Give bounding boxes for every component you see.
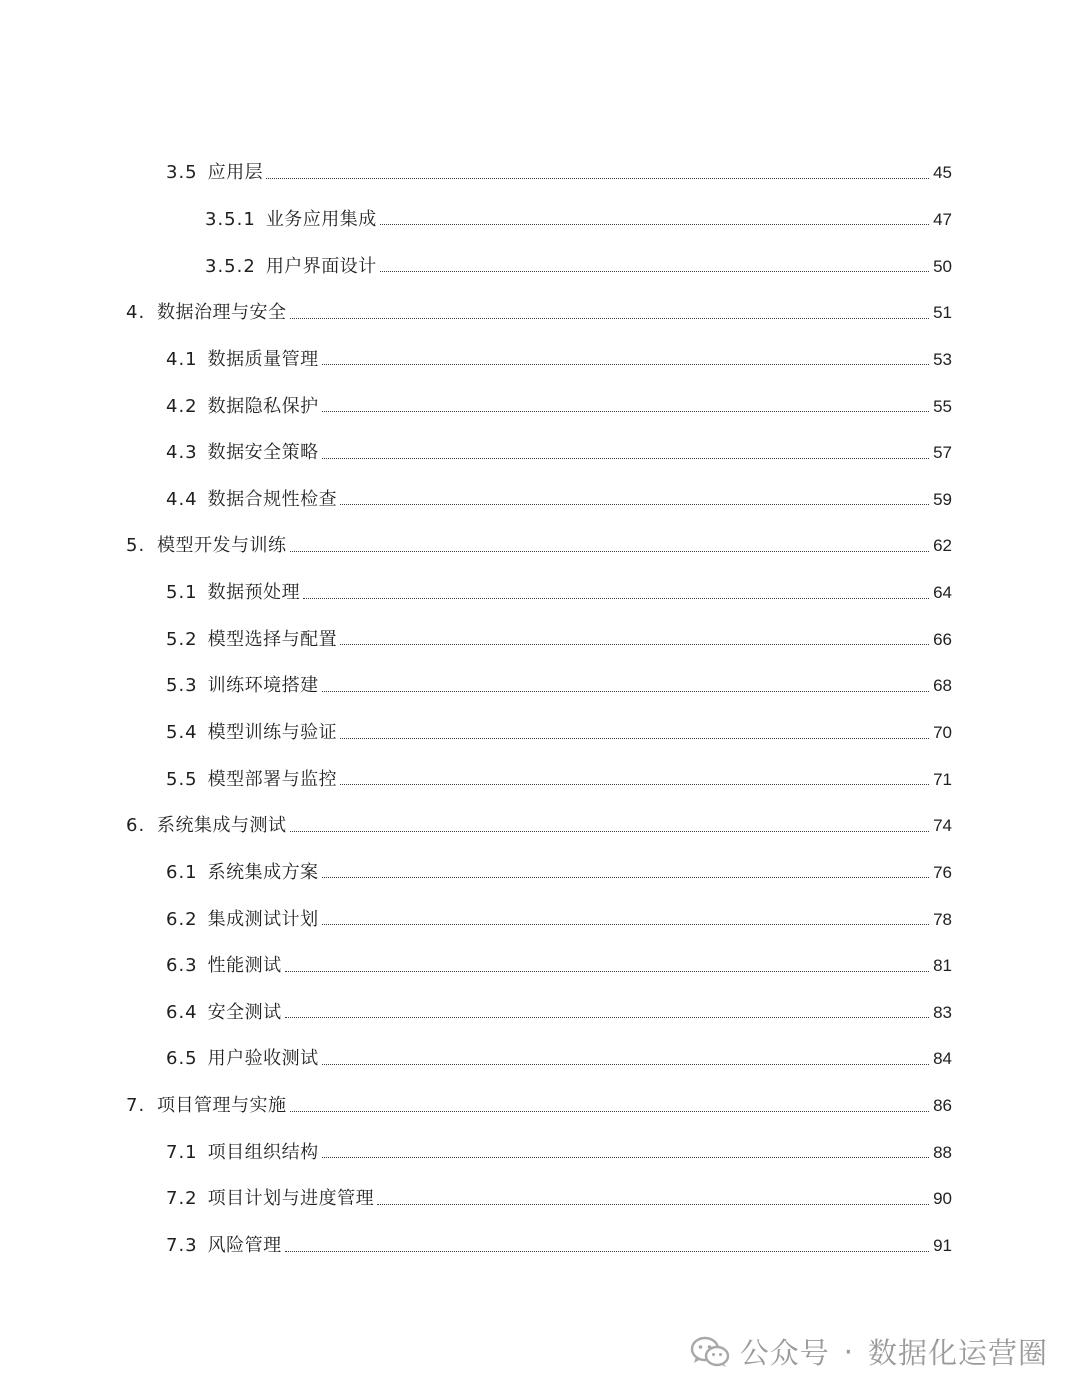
toc-entry-title: 模型选择与配置: [207, 628, 338, 650]
watermark: [690, 1331, 1048, 1372]
toc-entry-number: 6.3: [166, 955, 198, 977]
toc-dot-leader: [380, 224, 929, 225]
toc-entry-page: 57: [933, 443, 952, 463]
watermark-account: 数据化运营圈: [867, 1336, 1048, 1370]
toc-entry-title: 性能测试: [207, 955, 282, 977]
toc-dot-leader: [340, 738, 929, 739]
toc-entry-number: 5.: [126, 535, 146, 557]
toc-entry-number: 7.3: [166, 1235, 198, 1257]
toc-entry-number: 7.: [126, 1095, 146, 1117]
toc-entry-number: 4.4: [166, 488, 198, 510]
toc-entry: [0, 1129, 1080, 1176]
toc-entry: [0, 1176, 1080, 1223]
toc-entry-page: 86: [933, 1096, 952, 1116]
toc-dot-leader: [266, 178, 929, 179]
table-of-contents: [0, 150, 1080, 1269]
toc-entry-title: 数据预处理: [207, 582, 301, 604]
toc-entry-number: 7.2: [166, 1188, 198, 1210]
toc-entry-page: 88: [933, 1142, 952, 1162]
toc-entry-page: 66: [933, 629, 952, 649]
toc-dot-leader: [322, 877, 929, 878]
toc-entry-number: 7.1: [166, 1141, 198, 1163]
toc-dot-leader: [303, 598, 929, 599]
toc-entry-page: 62: [933, 536, 952, 556]
toc-entry-page: 74: [933, 816, 952, 836]
toc-entry-page: 59: [933, 489, 952, 509]
toc-entry-page: 53: [933, 349, 952, 369]
toc-dot-leader: [340, 504, 929, 505]
toc-entry: [0, 197, 1080, 244]
toc-entry-title: 数据安全策略: [207, 442, 319, 464]
toc-entry-title: 模型开发与训练: [157, 535, 287, 557]
toc-entry-page: 81: [933, 956, 952, 976]
toc-entry-page: 47: [933, 209, 952, 229]
toc-entry-title: 模型训练与验证: [207, 722, 338, 743]
toc-entry-title: 系统集成方案: [207, 861, 319, 883]
toc-entry-page: 50: [933, 256, 952, 276]
toc-entry-title: 风险管理: [207, 1235, 282, 1257]
toc-entry-page: 64: [933, 583, 952, 603]
toc-entry: [0, 243, 1080, 290]
toc-dot-leader: [285, 1017, 929, 1018]
toc-entry-page: 68: [933, 676, 952, 696]
toc-entry-number: 4.: [126, 302, 146, 324]
toc-entry-title: 项目管理与实施: [157, 1095, 287, 1117]
wechat-icon: [690, 1336, 730, 1368]
toc-dot-leader: [377, 1204, 929, 1205]
toc-entry-page: 83: [933, 1002, 952, 1022]
toc-entry-page: 70: [933, 723, 952, 742]
toc-entry-page: 71: [933, 769, 952, 789]
toc-entry: [0, 663, 1080, 710]
toc-entry: [0, 383, 1080, 430]
toc-entry: [0, 523, 1080, 570]
toc-entry-title: 集成测试计划: [207, 908, 319, 930]
toc-dot-leader: [290, 831, 930, 832]
toc-entry-title: 训练环境搭建: [207, 675, 319, 697]
toc-dot-leader: [285, 1251, 929, 1252]
toc-dot-leader: [290, 1111, 930, 1112]
toc-dot-leader: [322, 1064, 929, 1065]
toc-entry-number: 6.: [126, 815, 146, 837]
toc-entry-number: 4.1: [166, 348, 198, 370]
toc-entry-title: 项目计划与进度管理: [207, 1188, 375, 1210]
toc-entry-title: 数据隐私保护: [207, 395, 319, 417]
toc-entry: [0, 710, 1080, 757]
toc-entry-page: 78: [933, 909, 952, 929]
toc-entry-title: 数据治理与安全: [157, 302, 287, 324]
toc-dot-leader: [380, 271, 929, 272]
toc-entry: [0, 290, 1080, 337]
toc-entry-page: 91: [933, 1236, 952, 1256]
toc-dot-leader: [322, 411, 929, 412]
toc-entry-page: 51: [933, 303, 952, 323]
toc-dot-leader: [322, 691, 929, 692]
watermark-prefix: 公众号: [739, 1336, 830, 1370]
toc-dot-leader: [290, 551, 930, 552]
toc-entry-number: 5.1: [166, 582, 198, 604]
toc-entry-number: 3.5: [166, 162, 198, 184]
toc-entry-number: 6.1: [166, 861, 198, 883]
toc-entry-page: 45: [933, 163, 952, 183]
toc-entry: [0, 990, 1080, 1037]
toc-entry-page: 84: [933, 1049, 952, 1069]
toc-entry-number: 3.5.1: [205, 208, 256, 230]
toc-entry-number: 5.2: [166, 628, 198, 650]
toc-entry-title: 应用层: [207, 162, 264, 184]
toc-entry: [0, 1083, 1080, 1130]
toc-entry: [0, 1036, 1080, 1083]
toc-entry-title: 数据质量管理: [207, 348, 319, 370]
toc-entry: [0, 896, 1080, 943]
toc-dot-leader: [340, 784, 929, 785]
toc-entry: [0, 150, 1080, 197]
toc-entry-title: 安全测试: [207, 1001, 282, 1023]
toc-entry-title: 项目组织结构: [207, 1141, 319, 1163]
toc-entry: [0, 803, 1080, 850]
toc-entry-number: 4.3: [166, 442, 198, 464]
toc-entry-number: 3.5.2: [205, 255, 256, 277]
toc-entry: [0, 850, 1080, 897]
toc-entry-page: 90: [933, 1189, 952, 1209]
toc-dot-leader: [340, 644, 929, 645]
toc-entry-title: 业务应用集成: [265, 208, 377, 230]
toc-entry-page: 76: [933, 862, 952, 882]
toc-entry-title: 系统集成与测试: [157, 815, 287, 837]
watermark-separator: ·: [843, 1334, 854, 1369]
toc-entry: [0, 430, 1080, 477]
toc-entry-title: 用户界面设计: [265, 255, 377, 277]
toc-entry: [0, 756, 1080, 803]
toc-entry-number: 5.4: [166, 722, 198, 743]
toc-entry-title: 模型部署与监控: [207, 768, 338, 790]
toc-entry-number: 4.2: [166, 395, 198, 417]
toc-entry-number: 5.5: [166, 768, 198, 790]
toc-entry-title: 数据合规性检查: [207, 488, 338, 510]
toc-entry-number: 6.2: [166, 908, 198, 930]
toc-entry-page: 55: [933, 396, 952, 416]
toc-dot-leader: [322, 924, 929, 925]
toc-entry-number: 6.5: [166, 1048, 198, 1070]
toc-dot-leader: [285, 971, 929, 972]
toc-entry: [0, 476, 1080, 523]
toc-entry: [0, 570, 1080, 617]
toc-entry-number: 5.3: [166, 675, 198, 697]
toc-entry-number: 6.4: [166, 1001, 198, 1023]
toc-dot-leader: [290, 318, 930, 319]
toc-entry-title: 用户验收测试: [207, 1048, 319, 1070]
toc-entry: [0, 616, 1080, 663]
toc-entry: [0, 337, 1080, 384]
toc-entry: [0, 943, 1080, 990]
toc-dot-leader: [322, 364, 929, 365]
toc-entry: [0, 1223, 1080, 1270]
toc-dot-leader: [322, 458, 929, 459]
toc-dot-leader: [322, 1157, 929, 1158]
